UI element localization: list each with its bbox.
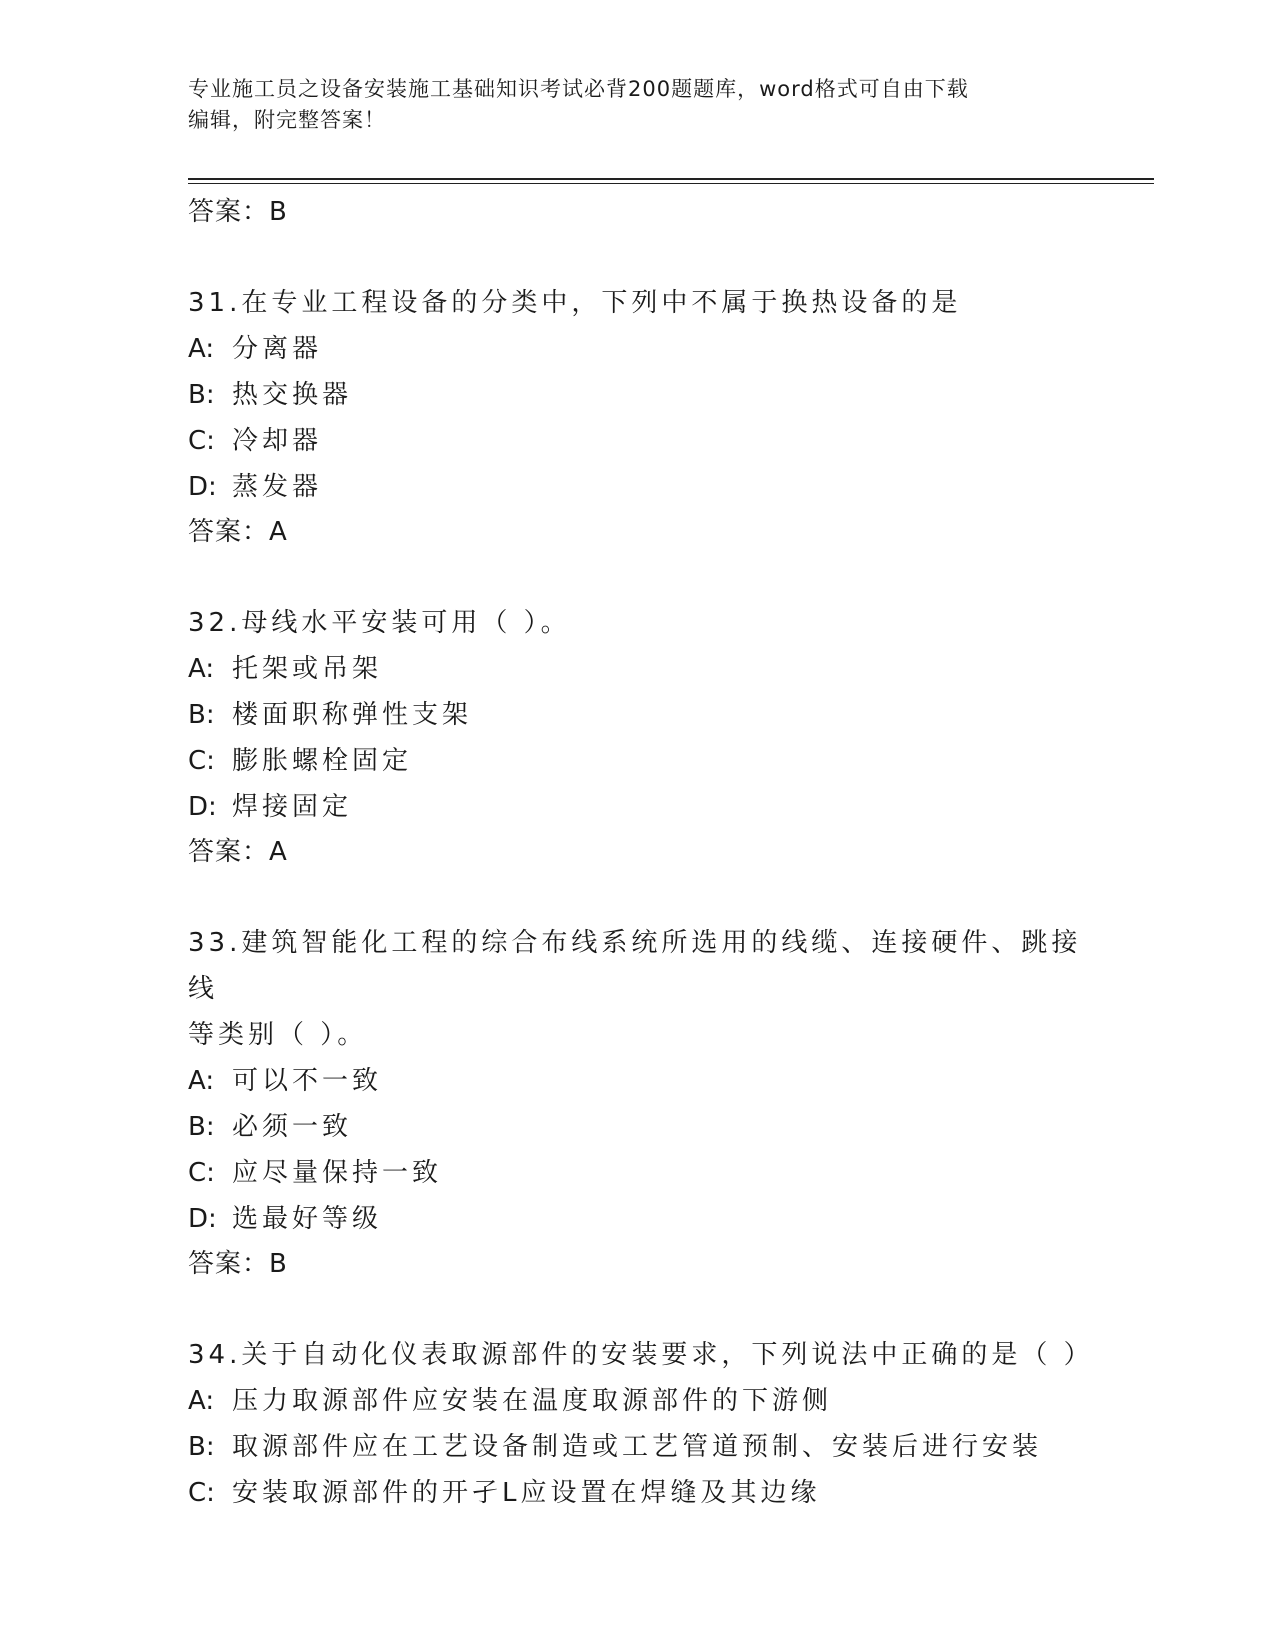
option-label: D: — [188, 792, 217, 822]
option-label: A: — [188, 1066, 215, 1096]
question-title: 31.在专业工程设备的分类中，下列中不属于换热设备的是 — [188, 288, 962, 318]
option-c — [188, 1470, 1088, 1516]
option-label: A: — [188, 334, 215, 364]
question-33 — [188, 920, 1088, 1281]
question-title-line-2: 等类别（ ）。 — [188, 1020, 368, 1050]
question-34 — [188, 1332, 1094, 1516]
option-d — [188, 784, 1088, 830]
option-text: 焊接固定 — [232, 792, 353, 822]
option-c — [188, 1150, 1088, 1196]
document-header — [188, 74, 1088, 136]
option-text: 必须一致 — [232, 1112, 353, 1142]
option-text: 楼面职称弹性支架 — [232, 700, 473, 730]
option-text: 安装取源部件的开孑L应设置在焊缝及其边缘 — [232, 1478, 821, 1508]
header-divider-thin — [188, 183, 1154, 184]
option-text: 热交换器 — [232, 380, 353, 410]
option-a — [188, 646, 1088, 692]
answer-line: 答案：A — [188, 517, 288, 547]
option-text: 托架或吊架 — [232, 654, 383, 684]
option-b — [188, 372, 1088, 418]
option-c — [188, 418, 1088, 464]
question-title-line-1: 33.建筑智能化工程的综合布线系统所选用的线缆、连接硬件、跳接线 — [188, 928, 1082, 1004]
option-text: 膨胀螺栓固定 — [232, 746, 413, 776]
option-label: C: — [188, 1158, 215, 1188]
option-label: B: — [188, 1112, 215, 1142]
option-label: D: — [188, 1204, 217, 1234]
option-b — [188, 1104, 1088, 1150]
previous-answer: 答案：B — [188, 197, 288, 227]
option-label: D: — [188, 472, 217, 502]
question-32 — [188, 600, 1088, 869]
question-31 — [188, 280, 1088, 549]
option-text: 应尽量保持一致 — [232, 1158, 443, 1188]
option-label: C: — [188, 746, 215, 776]
option-text: 压力取源部件应安装在温度取源部件的下游侧 — [232, 1386, 833, 1416]
header-divider — [188, 178, 1154, 180]
option-label: C: — [188, 426, 215, 456]
option-label: B: — [188, 1432, 215, 1462]
option-text: 取源部件应在工艺设备制造或工艺管道预制、安装后进行安装 — [232, 1432, 1043, 1462]
option-text: 冷却器 — [232, 426, 323, 456]
option-a — [188, 1378, 1088, 1424]
option-d — [188, 464, 1088, 510]
option-d — [188, 1196, 1088, 1242]
option-text: 可以不一致 — [232, 1066, 383, 1096]
option-label: B: — [188, 380, 215, 410]
option-a — [188, 1058, 1088, 1104]
option-text: 选最好等级 — [232, 1204, 383, 1234]
option-label: B: — [188, 700, 215, 730]
answer-line: 答案：B — [188, 1249, 288, 1279]
option-text: 分离器 — [232, 334, 323, 364]
option-label: A: — [188, 654, 215, 684]
option-c — [188, 738, 1088, 784]
header-line-2: 编辑，附完整答案！ — [188, 108, 386, 132]
option-b — [188, 1424, 1088, 1470]
question-title: 34.关于自动化仪表取源部件的安装要求，下列说法中正确的是（ ） — [188, 1340, 1094, 1370]
answer-line: 答案：A — [188, 837, 288, 867]
option-label: A: — [188, 1386, 215, 1416]
question-list — [188, 190, 1094, 1516]
option-text: 蒸发器 — [232, 472, 323, 502]
question-title: 32.母线水平安装可用（ ）。 — [188, 608, 571, 638]
option-label: C: — [188, 1478, 215, 1508]
option-a — [188, 326, 1088, 372]
option-b — [188, 692, 1088, 738]
header-line-1: 专业施工员之设备安装施工基础知识考试必背200题题库，word格式可自由下载 — [188, 77, 969, 101]
